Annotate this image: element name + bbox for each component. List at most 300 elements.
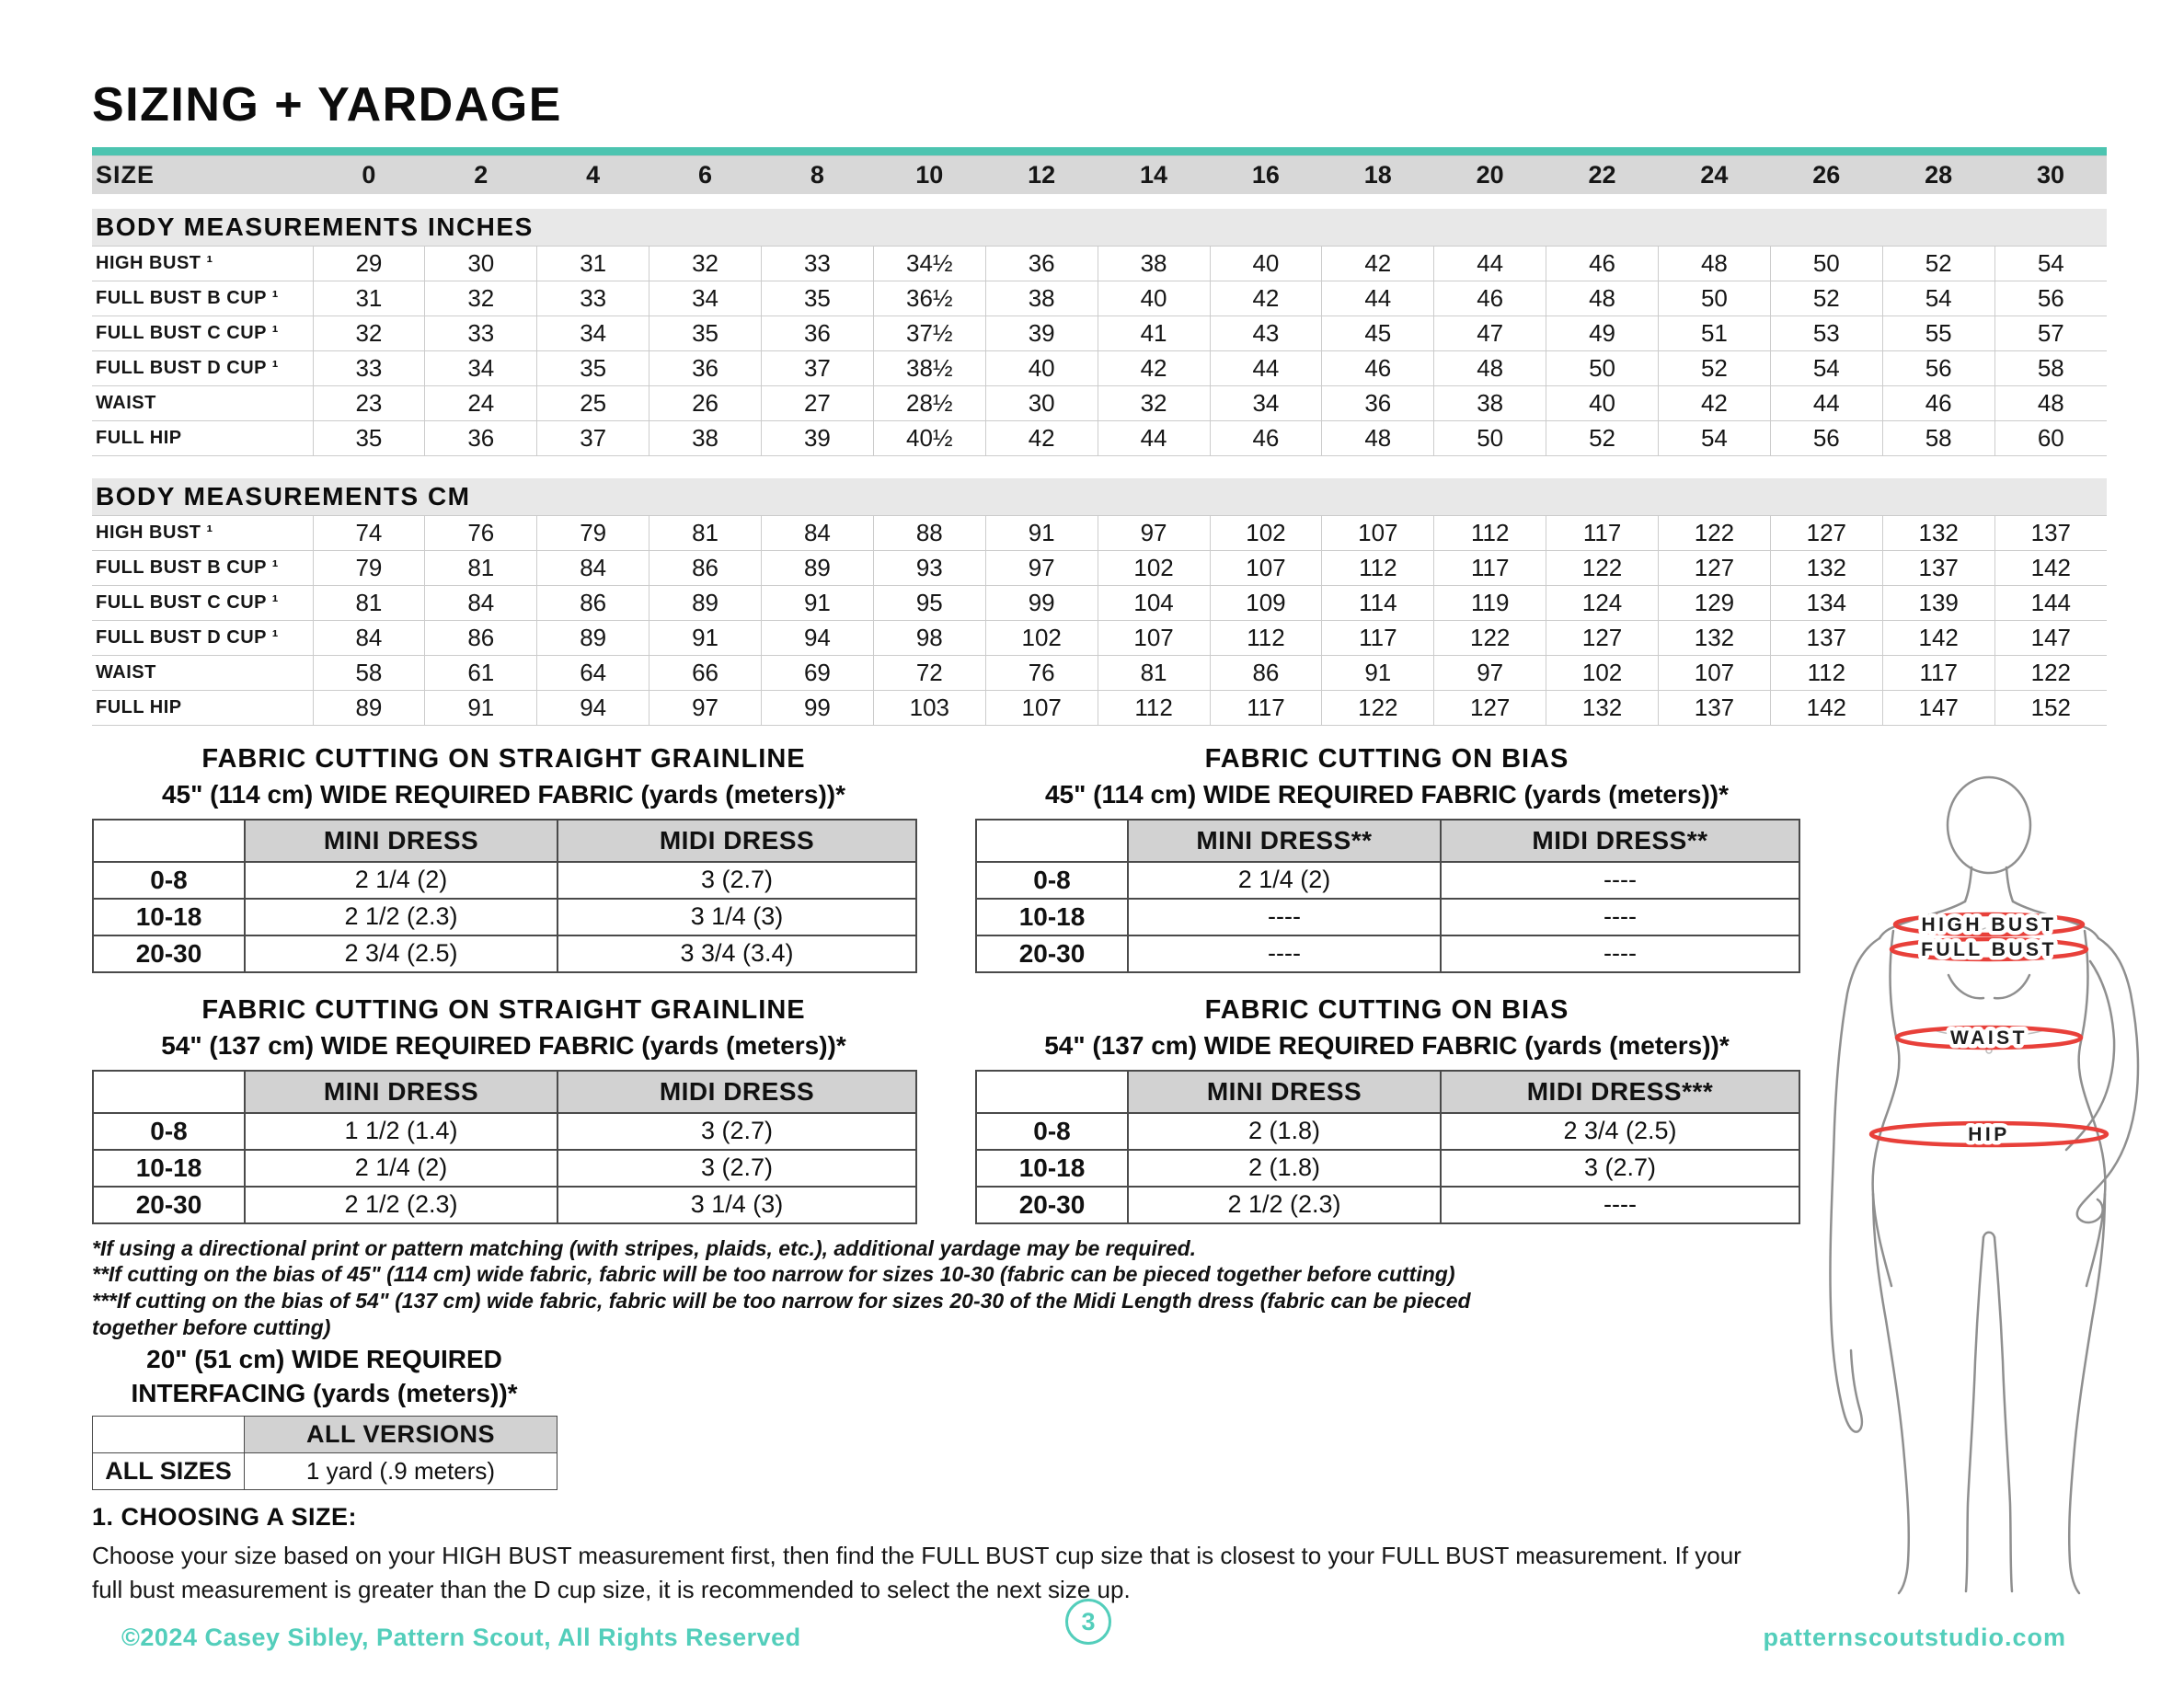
table-row [92, 156, 2107, 194]
value-cell: 66 [649, 655, 762, 690]
value-cell: 52 [1882, 246, 1994, 281]
value-cell: 127 [1434, 690, 1546, 725]
value-cell: 53 [1770, 316, 1882, 350]
figure-right-arm [2077, 938, 2138, 1222]
fabric-yardage-table [975, 819, 1800, 973]
value-cell: 107 [1098, 620, 1210, 655]
value-cell: 122 [1434, 620, 1546, 655]
table-row [92, 515, 2107, 550]
fabric-table-title: FABRIC CUTTING ON BIAS [1204, 994, 1569, 1025]
value-cell: 57 [1994, 316, 2107, 350]
value-cell: 2 (1.8) [1128, 1150, 1441, 1187]
value-cell: 147 [1882, 690, 1994, 725]
value-cell: 122 [1659, 515, 1771, 550]
value-cell: 48 [1546, 281, 1659, 316]
table-row [93, 1453, 557, 1490]
value-cell: 0 [313, 156, 425, 194]
value-cell: 35 [537, 350, 649, 385]
row-label-cell: SIZE [92, 156, 313, 194]
value-cell: 58 [1882, 420, 1994, 455]
value-cell: 107 [1322, 515, 1434, 550]
blank-cell [93, 1417, 245, 1453]
value-cell: 86 [1210, 655, 1322, 690]
column-header-cell: MINI DRESS [1128, 1071, 1441, 1113]
value-cell: 46 [1434, 281, 1546, 316]
value-cell: 72 [873, 655, 985, 690]
blank-cell [976, 820, 1128, 862]
value-cell: 97 [985, 550, 1098, 585]
table-row [976, 1187, 1799, 1223]
hip-label: HIP [1968, 1124, 2010, 1145]
value-cell: 127 [1659, 550, 1771, 585]
value-cell: 79 [313, 550, 425, 585]
page-number-badge [1065, 1599, 1111, 1645]
interfacing-heading-line2: INTERFACING (yards (meters))* [131, 1378, 518, 1407]
row-label-cell: 10-18 [976, 899, 1128, 935]
size-header-row [92, 155, 2107, 194]
value-cell: 1 yard (.9 meters) [245, 1453, 557, 1490]
value-cell: 8 [762, 156, 874, 194]
value-cell: 84 [762, 515, 874, 550]
value-cell: 36 [1322, 385, 1434, 420]
row-label-cell: 0-8 [976, 1113, 1128, 1150]
value-cell: 134 [1770, 585, 1882, 620]
value-cell: 89 [762, 550, 874, 585]
value-cell: 54 [1994, 246, 2107, 281]
value-cell: 40½ [873, 420, 985, 455]
value-cell: 94 [762, 620, 874, 655]
value-cell: 58 [1994, 350, 2107, 385]
row-label-cell: FULL BUST D CUP ¹ [92, 620, 313, 655]
row-label-cell: 10-18 [976, 1150, 1128, 1187]
value-cell: 98 [873, 620, 985, 655]
footer [0, 1599, 2184, 1663]
copyright-text: ©2024 Casey Sibley, Pattern Scout, All Rights Reserved [121, 1624, 801, 1651]
value-cell: 3 (2.7) [1441, 1150, 1799, 1187]
value-cell: 89 [313, 690, 425, 725]
interfacing-section [92, 1343, 557, 1490]
value-cell: 4 [537, 156, 649, 194]
value-cell: 132 [1546, 690, 1659, 725]
value-cell: 81 [649, 515, 762, 550]
column-header-cell: MIDI DRESS*** [1441, 1071, 1799, 1113]
row-label-cell: 0-8 [976, 862, 1128, 899]
value-cell: 37 [537, 420, 649, 455]
value-cell: 58 [313, 655, 425, 690]
footnotes [92, 1235, 1527, 1342]
value-cell: 142 [1994, 550, 2107, 585]
blank-cell [976, 1071, 1128, 1113]
value-cell: 127 [1770, 515, 1882, 550]
value-cell: 25 [537, 385, 649, 420]
value-cell: 33 [425, 316, 537, 350]
value-cell: 6 [649, 156, 762, 194]
value-cell: 48 [1994, 385, 2107, 420]
fabric-yardage-table [975, 1070, 1800, 1224]
value-cell: 44 [1322, 281, 1434, 316]
value-cell: 26 [649, 385, 762, 420]
value-cell: 30 [425, 246, 537, 281]
table-row [93, 899, 916, 935]
value-cell: 117 [1546, 515, 1659, 550]
value-cell: 79 [537, 515, 649, 550]
value-cell: 54 [1770, 350, 1882, 385]
value-cell: 44 [1098, 420, 1210, 455]
value-cell: 84 [313, 620, 425, 655]
value-cell: 56 [1882, 350, 1994, 385]
value-cell: 81 [313, 585, 425, 620]
fabric-table-title: FABRIC CUTTING ON STRAIGHT GRAINLINE [201, 994, 806, 1025]
value-cell: 86 [537, 585, 649, 620]
value-cell: 60 [1994, 420, 2107, 455]
value-cell: 38½ [873, 350, 985, 385]
row-label-cell: FULL HIP [92, 420, 313, 455]
value-cell: 50 [1770, 246, 1882, 281]
value-cell: 32 [313, 316, 425, 350]
value-cell: 99 [985, 585, 1098, 620]
value-cell: 36 [649, 350, 762, 385]
value-cell: 3 (2.7) [557, 1113, 916, 1150]
row-label-cell: 20-30 [976, 935, 1128, 972]
value-cell: 23 [313, 385, 425, 420]
value-cell: 40 [1210, 246, 1322, 281]
value-cell: 93 [873, 550, 985, 585]
value-cell: 112 [1434, 515, 1546, 550]
value-cell: 35 [762, 281, 874, 316]
value-cell: 88 [873, 515, 985, 550]
column-header-cell: MIDI DRESS [557, 1071, 916, 1113]
table-row [92, 585, 2107, 620]
table-row [92, 620, 2107, 655]
value-cell: 35 [313, 420, 425, 455]
value-cell: 24 [1659, 156, 1771, 194]
figure-left-leg [1873, 1194, 1909, 1593]
value-cell: 122 [1322, 690, 1434, 725]
value-cell: 38 [1434, 385, 1546, 420]
value-cell: 122 [1546, 550, 1659, 585]
table-row [92, 316, 2107, 350]
value-cell: 38 [649, 420, 762, 455]
table-row [976, 1113, 1799, 1150]
value-cell: 97 [1434, 655, 1546, 690]
value-cell: 89 [537, 620, 649, 655]
column-header-cell: MINI DRESS [245, 820, 557, 862]
accent-bar [92, 147, 2107, 155]
value-cell: 2 1/4 (2) [245, 1150, 557, 1187]
table-row [93, 935, 916, 972]
row-label-cell: WAIST [92, 385, 313, 420]
blank-cell [93, 1071, 245, 1113]
value-cell: 3 3/4 (3.4) [557, 935, 916, 972]
value-cell: 117 [1434, 550, 1546, 585]
value-cell: 137 [1659, 690, 1771, 725]
value-cell: 91 [649, 620, 762, 655]
table-row [92, 690, 2107, 725]
row-label-cell: 10-18 [93, 1150, 245, 1187]
value-cell: 127 [1546, 620, 1659, 655]
value-cell: 91 [762, 585, 874, 620]
row-label-cell: ALL SIZES [93, 1453, 245, 1490]
value-cell: 117 [1322, 620, 1434, 655]
value-cell: 2 [425, 156, 537, 194]
table-header-row [976, 820, 1799, 862]
section-header-cm: BODY MEASUREMENTS CM [92, 478, 2107, 515]
value-cell: 27 [762, 385, 874, 420]
fabric-table-subtitle: 45" (114 cm) WIDE REQUIRED FABRIC (yards (meters))* [161, 779, 846, 809]
row-label-cell: FULL BUST B CUP ¹ [92, 550, 313, 585]
value-cell: 99 [762, 690, 874, 725]
table-header-row [93, 1417, 557, 1453]
value-cell: 52 [1546, 420, 1659, 455]
value-cell: ---- [1441, 935, 1799, 972]
fabric-table-subtitle: 54" (137 cm) WIDE REQUIRED FABRIC (yards (meters))* [1044, 1030, 1730, 1060]
value-cell: 33 [762, 246, 874, 281]
high-bust-label: HIGH BUST [1921, 914, 2057, 935]
value-cell: 46 [1210, 420, 1322, 455]
value-cell: 91 [425, 690, 537, 725]
value-cell: ---- [1128, 899, 1441, 935]
fabric-table-subtitle: 45" (114 cm) WIDE REQUIRED FABRIC (yards (meters))* [1044, 779, 1730, 809]
value-cell: 50 [1546, 350, 1659, 385]
fabric-yardage-table [92, 1070, 917, 1224]
value-cell: 46 [1882, 385, 1994, 420]
fabric-table-bias-54 [975, 995, 1799, 1224]
value-cell: 81 [425, 550, 537, 585]
row-label-cell: FULL BUST C CUP ¹ [92, 316, 313, 350]
value-cell: 1 1/2 (1.4) [245, 1113, 557, 1150]
value-cell: 103 [873, 690, 985, 725]
value-cell: 40 [1098, 281, 1210, 316]
value-cell: 45 [1322, 316, 1434, 350]
table-header-row [976, 1071, 1799, 1113]
value-cell: 49 [1546, 316, 1659, 350]
table-row [92, 420, 2107, 455]
value-cell: 37½ [873, 316, 985, 350]
figure-head [1948, 777, 2030, 873]
value-cell: 44 [1770, 385, 1882, 420]
value-cell: 50 [1434, 420, 1546, 455]
value-cell: 40 [1546, 385, 1659, 420]
value-cell: 76 [425, 515, 537, 550]
value-cell: 48 [1434, 350, 1546, 385]
value-cell: 28½ [873, 385, 985, 420]
value-cell: 109 [1210, 585, 1322, 620]
value-cell: 34 [537, 316, 649, 350]
footnote: *If using a directional print or pattern matching (with stripes, plaids, etc.), additional yardage may be required. [92, 1235, 1197, 1260]
value-cell: 147 [1994, 620, 2107, 655]
row-label-cell: 0-8 [93, 1113, 245, 1150]
table-row [93, 1113, 916, 1150]
value-cell: ---- [1441, 862, 1799, 899]
page-number: 3 [1081, 1607, 1096, 1635]
table-row [976, 935, 1799, 972]
value-cell: 112 [1210, 620, 1322, 655]
row-label-cell: FULL BUST B CUP ¹ [92, 281, 313, 316]
value-cell: 26 [1770, 156, 1882, 194]
value-cell: 47 [1434, 316, 1546, 350]
row-label-cell: 10-18 [93, 899, 245, 935]
fabric-table-straight-54 [92, 995, 915, 1224]
value-cell: 50 [1659, 281, 1771, 316]
value-cell: 97 [649, 690, 762, 725]
value-cell: 30 [1994, 156, 2107, 194]
value-cell: 112 [1322, 550, 1434, 585]
page-title: SIZING + YARDAGE [92, 78, 562, 132]
table-row [92, 550, 2107, 585]
full-bust-label: FULL BUST [1921, 939, 2057, 960]
value-cell: 36 [425, 420, 537, 455]
value-cell: 22 [1546, 156, 1659, 194]
interfacing-heading [92, 1343, 557, 1410]
table-row [92, 246, 2107, 281]
value-cell: 31 [537, 246, 649, 281]
value-cell: 112 [1770, 655, 1882, 690]
choosing-size-body: Choose your size based on your HIGH BUST measurement first, then find the FULL BUST cup size that is closest to your FULL BUST measurement. If your full bust measurement is greater than the D cup size, it is recommended to select the next size up. [92, 1542, 1741, 1603]
value-cell: 28 [1882, 156, 1994, 194]
value-cell: 44 [1210, 350, 1322, 385]
value-cell: 48 [1322, 420, 1434, 455]
value-cell: 124 [1546, 585, 1659, 620]
value-cell: 64 [537, 655, 649, 690]
row-label-cell: FULL BUST C CUP ¹ [92, 585, 313, 620]
value-cell: 34 [425, 350, 537, 385]
value-cell: 32 [425, 281, 537, 316]
value-cell: 51 [1659, 316, 1771, 350]
value-cell: 122 [1994, 655, 2107, 690]
value-cell: 137 [1882, 550, 1994, 585]
value-cell: 52 [1659, 350, 1771, 385]
value-cell: 117 [1882, 655, 1994, 690]
table-row [976, 1150, 1799, 1187]
value-cell: 35 [649, 316, 762, 350]
choosing-size-section [92, 1503, 1757, 1606]
fabric-table-title: FABRIC CUTTING ON STRAIGHT GRAINLINE [201, 743, 806, 774]
column-header-cell: ALL VERSIONS [245, 1417, 557, 1453]
row-label-cell: FULL BUST D CUP ¹ [92, 350, 313, 385]
value-cell: 42 [1322, 246, 1434, 281]
website-link[interactable]: patternscoutstudio.com [1763, 1624, 2066, 1651]
figure-right-leg [2069, 1194, 2105, 1593]
table-row [92, 385, 2107, 420]
fabric-table-bias-45 [975, 744, 1799, 973]
value-cell: 137 [1770, 620, 1882, 655]
value-cell: 86 [649, 550, 762, 585]
value-cell: 3 (2.7) [557, 1150, 916, 1187]
value-cell: 32 [649, 246, 762, 281]
value-cell: 2 1/2 (2.3) [245, 899, 557, 935]
value-cell: 42 [1098, 350, 1210, 385]
value-cell: 104 [1098, 585, 1210, 620]
value-cell: 102 [1546, 655, 1659, 690]
value-cell: 42 [1659, 385, 1771, 420]
value-cell: 3 1/4 (3) [557, 899, 916, 935]
value-cell: 2 1/2 (2.3) [1128, 1187, 1441, 1223]
value-cell: 36½ [873, 281, 985, 316]
value-cell: 95 [873, 585, 985, 620]
value-cell: 97 [1098, 515, 1210, 550]
footnote: ***If cutting on the bias of 54" (137 cm) wide fabric, fabric will be too narrow for sizes 20-30 of the Midi Length dress (fabric can be pieced together before cutting) [92, 1289, 1471, 1340]
value-cell: 139 [1882, 585, 1994, 620]
value-cell: 56 [1994, 281, 2107, 316]
value-cell: 56 [1770, 420, 1882, 455]
row-label-cell: FULL HIP [92, 690, 313, 725]
value-cell: 42 [985, 420, 1098, 455]
value-cell: 40 [985, 350, 1098, 385]
value-cell: 86 [425, 620, 537, 655]
value-cell: 117 [1210, 690, 1322, 725]
value-cell: 102 [1098, 550, 1210, 585]
value-cell: 2 1/4 (2) [1128, 862, 1441, 899]
value-cell: 34½ [873, 246, 985, 281]
value-cell: 20 [1434, 156, 1546, 194]
value-cell: 14 [1098, 156, 1210, 194]
value-cell: 41 [1098, 316, 1210, 350]
row-label-cell: 0-8 [93, 862, 245, 899]
value-cell: 37 [762, 350, 874, 385]
value-cell: 38 [1098, 246, 1210, 281]
value-cell: 61 [425, 655, 537, 690]
value-cell: 132 [1882, 515, 1994, 550]
row-label-cell: WAIST [92, 655, 313, 690]
body-measurement-figure [1794, 773, 2184, 1601]
value-cell: 34 [1210, 385, 1322, 420]
table-row [92, 655, 2107, 690]
value-cell: 89 [649, 585, 762, 620]
value-cell: 3 (2.7) [557, 862, 916, 899]
value-cell: 46 [1546, 246, 1659, 281]
interfacing-table [92, 1416, 557, 1490]
value-cell: 3 1/4 (3) [557, 1187, 916, 1223]
body-measurements-inches-table [92, 246, 2107, 456]
value-cell: 132 [1770, 550, 1882, 585]
value-cell: ---- [1441, 899, 1799, 935]
value-cell: 55 [1882, 316, 1994, 350]
table-row [93, 1150, 916, 1187]
value-cell: 39 [762, 420, 874, 455]
value-cell: 2 1/4 (2) [245, 862, 557, 899]
footnote: **If cutting on the bias of 45" (114 cm) wide fabric, fabric will be too narrow for sizes 10-30 (fabric can be pieced together before cutting) [92, 1262, 1455, 1287]
value-cell: 12 [985, 156, 1098, 194]
section-header-inches: BODY MEASUREMENTS INCHES [92, 209, 2107, 246]
value-cell: 94 [537, 690, 649, 725]
table-row [92, 350, 2107, 385]
value-cell: 132 [1659, 620, 1771, 655]
waist-label: WAIST [1950, 1027, 2028, 1049]
value-cell: 36 [985, 246, 1098, 281]
value-cell: 142 [1882, 620, 1994, 655]
fabric-table-subtitle: 54" (137 cm) WIDE REQUIRED FABRIC (yards (meters))* [161, 1030, 846, 1060]
value-cell: 36 [762, 316, 874, 350]
value-cell: 137 [1994, 515, 2107, 550]
fabric-table-title: FABRIC CUTTING ON BIAS [1204, 743, 1569, 774]
value-cell: ---- [1128, 935, 1441, 972]
table-row [92, 281, 2107, 316]
value-cell: 102 [1210, 515, 1322, 550]
interfacing-heading-line1: 20" (51 cm) WIDE REQUIRED [146, 1345, 502, 1374]
value-cell: 76 [985, 655, 1098, 690]
value-cell: 34 [649, 281, 762, 316]
value-cell: 33 [313, 350, 425, 385]
table-row [976, 862, 1799, 899]
body-figure-illustration [1794, 773, 2184, 1601]
value-cell: 112 [1098, 690, 1210, 725]
value-cell: 84 [425, 585, 537, 620]
value-cell: 2 1/2 (2.3) [245, 1187, 557, 1223]
value-cell: 54 [1659, 420, 1771, 455]
value-cell: 18 [1322, 156, 1434, 194]
value-cell: 29 [313, 246, 425, 281]
table-row [93, 862, 916, 899]
